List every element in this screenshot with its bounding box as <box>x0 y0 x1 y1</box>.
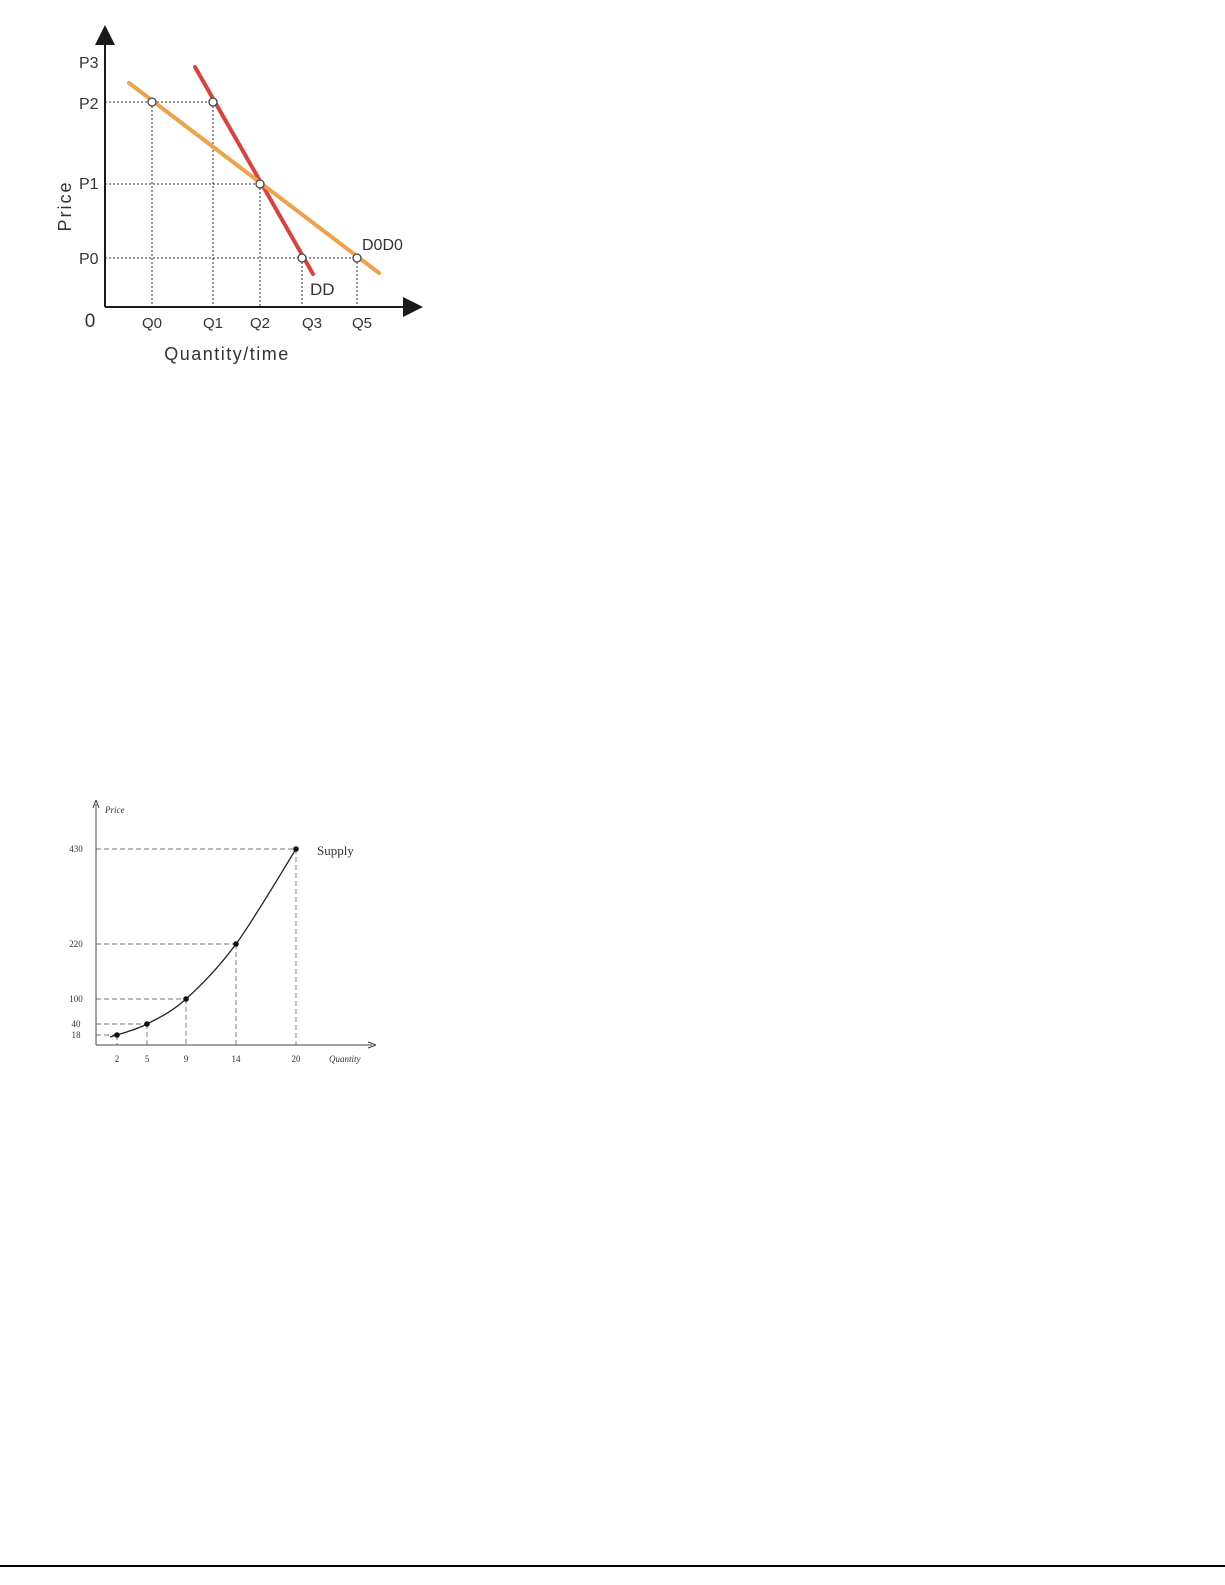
x-axis-title: Quantity/time <box>164 344 290 364</box>
data-point <box>298 254 306 262</box>
series-label-dd: DD <box>310 280 335 299</box>
data-point <box>209 98 217 106</box>
data-point <box>256 180 264 188</box>
x-tick-label: Q1 <box>202 315 224 332</box>
page-bottom-rule <box>0 1565 1225 1567</box>
reference-lines <box>96 849 296 1045</box>
x-tick-label: 2 <box>114 1054 120 1064</box>
y-tick-label: P0 <box>79 251 99 268</box>
y-tick-label: 220 <box>69 939 83 949</box>
y-axis-title: Price <box>55 180 75 232</box>
x-axis-title: Quantity <box>329 1054 361 1064</box>
x-tick-label: Q5 <box>351 315 373 332</box>
data-point <box>144 1021 150 1027</box>
x-tick-label: 14 <box>231 1054 241 1064</box>
x-tick-labels <box>115 1054 301 1064</box>
series-label-d0d0: D0D0 <box>362 237 403 254</box>
data-points <box>114 846 299 1038</box>
supply-curve <box>110 849 296 1037</box>
origin-label: 0 <box>84 311 96 332</box>
supply-curve-chart <box>0 780 390 1080</box>
x-tick-label: 9 <box>183 1054 189 1064</box>
demand-elasticity-chart <box>0 0 440 380</box>
demand-lines <box>129 67 379 274</box>
y-tick-label: 100 <box>69 994 83 1004</box>
y-axis-title: Price <box>105 805 125 815</box>
series-label-supply: Supply <box>317 843 354 858</box>
x-tick-label: Q0 <box>141 315 163 332</box>
data-point <box>148 98 156 106</box>
y-tick-label: 430 <box>69 844 83 854</box>
data-point <box>114 1032 120 1038</box>
y-tick-label: P2 <box>79 96 99 113</box>
x-tick-label: Q3 <box>301 315 323 332</box>
y-tick-label: P3 <box>79 55 99 72</box>
data-point <box>293 846 299 852</box>
y-tick-labels <box>69 844 83 1040</box>
x-tick-label: Q2 <box>249 315 271 332</box>
x-tick-label: 5 <box>144 1054 150 1064</box>
series-line-d0d0 <box>129 83 379 273</box>
data-point <box>183 996 189 1002</box>
data-point <box>233 941 239 947</box>
y-tick-label: 18 <box>71 1030 81 1040</box>
x-tick-label: 20 <box>291 1054 301 1064</box>
data-point <box>353 254 361 262</box>
y-tick-label: 40 <box>71 1019 81 1029</box>
y-tick-label: P1 <box>79 176 99 193</box>
